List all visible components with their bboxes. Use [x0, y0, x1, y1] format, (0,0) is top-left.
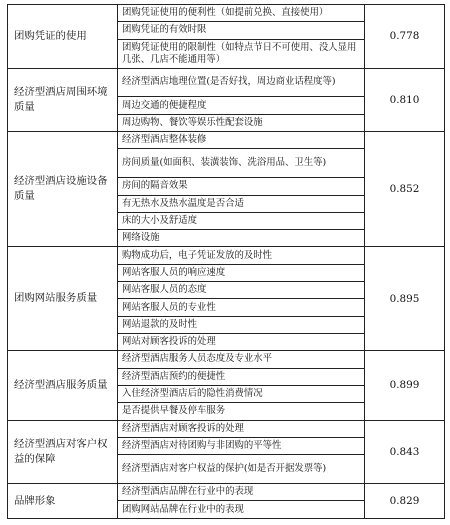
table-row	[8, 68, 445, 97]
dimension-cell: 经济型酒店对客户权益的保障	[8, 420, 118, 484]
table-row	[8, 484, 445, 501]
item-cell: 经济型酒店对待团购与非团购的平等性	[118, 437, 365, 454]
item-cell: 有无热水及热水温度是否合适	[118, 195, 365, 212]
item-cell: 床的大小及舒适度	[118, 212, 365, 229]
item-cell: 网络设施	[118, 230, 365, 247]
item-cell: 经济型酒店对客户权益的保护(如是否开据发票等)	[118, 455, 365, 484]
dimension-cell: 经济型酒店设施设备质量	[8, 132, 118, 247]
item-cell: 周边交通的便捷程度	[118, 97, 365, 114]
item-cell: 经济型酒店地理位置(是否好找，周边商业话程度等)	[118, 68, 365, 97]
table-row	[8, 132, 445, 149]
value-cell: 0.852	[365, 132, 445, 247]
item-cell: 团购凭证使用的限制性（如特点节日不可使用、没人显用几张、几店不能通用等）	[118, 39, 365, 68]
item-cell: 是否提供早餐及停车服务	[118, 403, 365, 420]
item-cell: 经济型酒店服务人员态度及专业水平	[118, 351, 365, 368]
item-cell: 经济型酒店整体装修	[118, 132, 365, 149]
dimension-cell: 团购网站服务质量	[8, 247, 118, 351]
item-cell: 经济型酒店预约的便捷性	[118, 368, 365, 385]
value-cell: 0.778	[365, 5, 445, 69]
item-cell: 网站退款的及时性	[118, 316, 365, 333]
dimension-cell: 经济型酒店周围环境质量	[8, 68, 118, 132]
dimension-cell: 经济型酒店服务质量	[8, 351, 118, 420]
item-cell: 团购凭证的有效时限	[118, 22, 365, 39]
item-cell: 团购网站品牌在行业中的表现	[118, 501, 365, 519]
item-cell: 房间的隔音效果	[118, 178, 365, 195]
item-cell: 购物成功后，电子凭证发放的及时性	[118, 247, 365, 264]
dimension-cell: 团购凭证的使用	[8, 5, 118, 69]
value-cell: 0.843	[365, 420, 445, 484]
item-cell: 网站客服人员的专业性	[118, 299, 365, 316]
item-cell: 周边购物、餐饮等娱乐性配套设施	[118, 114, 365, 131]
item-cell: 团购凭证使用的便利性（如提前兑换、直接使用）	[118, 5, 365, 22]
item-cell: 网站对顾客投诉的处理	[118, 334, 365, 351]
value-cell: 0.895	[365, 247, 445, 351]
item-cell: 入住经济型酒店后的隐性消费情况	[118, 385, 365, 402]
item-cell: 房间质量(如面积、装潢装饰、洗浴用品、卫生等)	[118, 149, 365, 178]
dimension-cell: 品牌形象	[8, 484, 118, 519]
item-cell: 网站客服人员的态度	[118, 282, 365, 299]
reliability-table	[7, 4, 445, 519]
item-cell: 经济型酒店对顾客投诉的处理	[118, 420, 365, 437]
value-cell: 0.829	[365, 484, 445, 519]
item-cell: 网站客服人员的响应速度	[118, 264, 365, 281]
table-row	[8, 351, 445, 368]
table-row	[8, 5, 445, 22]
table-row	[8, 247, 445, 264]
item-cell: 经济型酒店品牌在行业中的表现	[118, 484, 365, 501]
value-cell: 0.810	[365, 68, 445, 132]
table-row	[8, 420, 445, 437]
value-cell: 0.899	[365, 351, 445, 420]
